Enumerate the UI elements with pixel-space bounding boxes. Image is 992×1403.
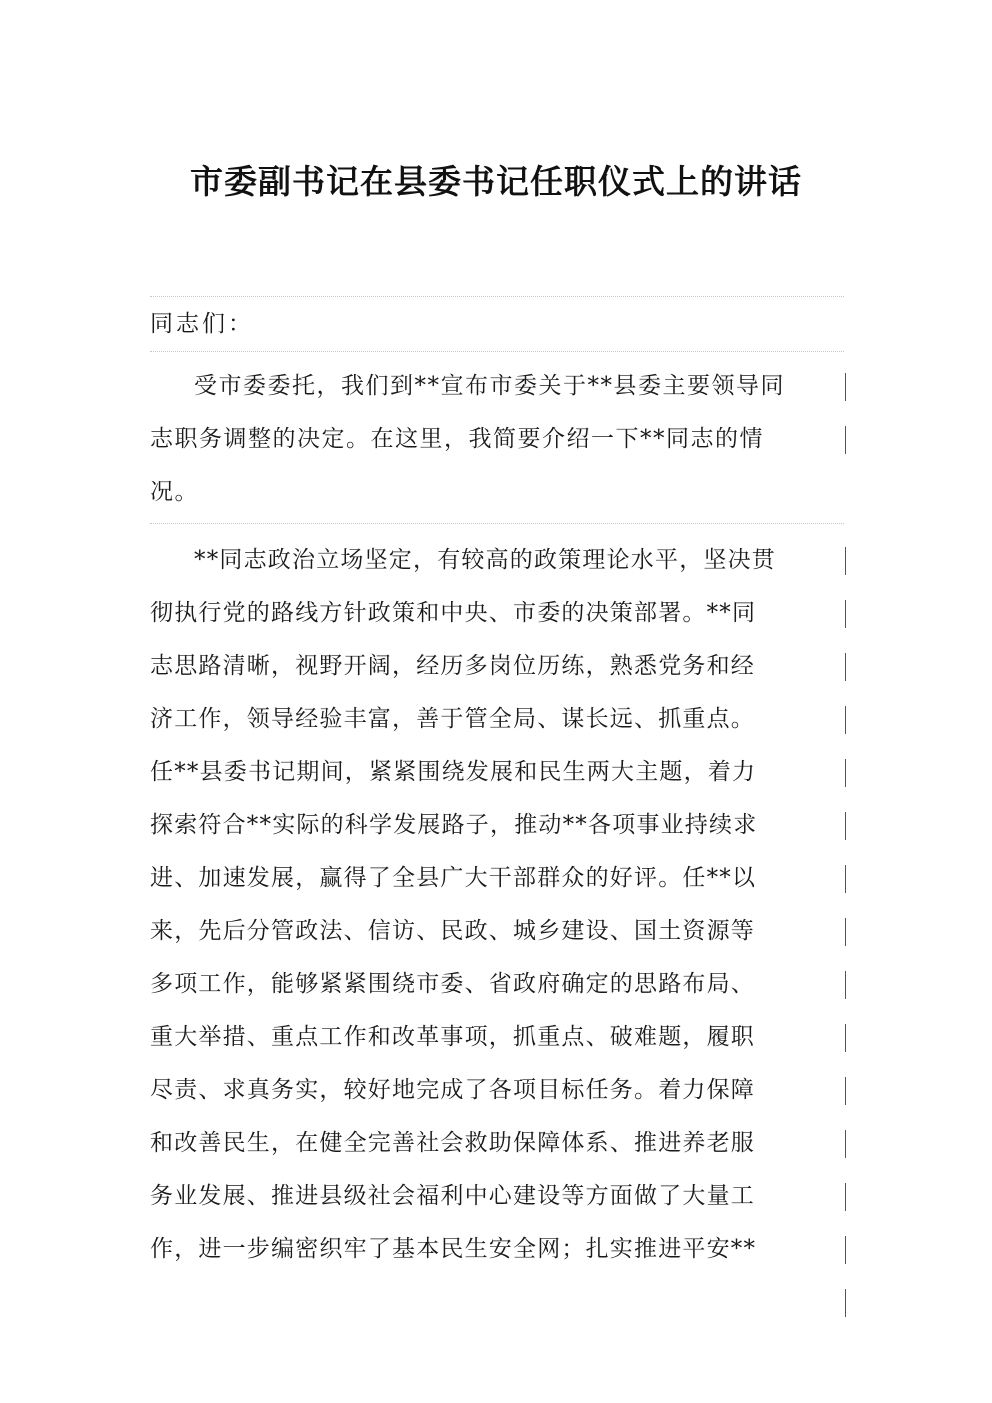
- paragraph-line: **同志政治立场坚定，有较高的政策理论水平，坚决贯: [150, 534, 844, 587]
- paragraph-line: 受市委委托，我们到**宣布市委关于**县委主要领导同: [150, 360, 844, 413]
- paragraph-line: 济工作，领导经验丰富，善于管全局、谋长远、抓重点。: [150, 693, 844, 746]
- paragraph-line: 来，先后分管政法、信访、民政、城乡建设、国土资源等: [150, 905, 844, 958]
- paragraph-line: 探索符合**实际的科学发展路子，推动**各项事业持续求: [150, 799, 844, 852]
- paragraph-line: 多项工作，能够紧紧围绕市委、省政府确定的思路布局、: [150, 958, 844, 1011]
- document-body: [150, 296, 844, 1329]
- paragraph-line: [150, 1276, 844, 1329]
- paragraph-line: 任**县委书记期间，紧紧围绕发展和民生两大主题，着力: [150, 746, 844, 799]
- salutation: 同志们：: [150, 311, 254, 337]
- paragraph-line: 志职务调整的决定。在这里，我简要介绍一下**同志的情: [150, 413, 844, 466]
- paragraph-line: 彻执行党的路线方针政策和中央、市委的决策部署。**同: [150, 587, 844, 640]
- paragraph-line: 进、加速发展，赢得了全县广大干部群众的好评。任**以: [150, 852, 844, 905]
- paragraph-line: 作，进一步编密织牢了基本民生安全网；扎实推进平安**: [150, 1223, 844, 1276]
- paragraph-2: [150, 524, 844, 1329]
- paragraph-line: 况。: [150, 479, 199, 505]
- document-title: 市委副书记在县委书记任职仪式上的讲话: [190, 162, 802, 201]
- paragraph-1: [150, 352, 844, 519]
- paragraph-line: 重大举措、重点工作和改革事项，抓重点、破难题，履职: [150, 1011, 844, 1064]
- paragraph-line: 和改善民生，在健全完善社会救助保障体系、推进养老服: [150, 1117, 844, 1170]
- paragraph-line: 志思路清晰，视野开阔，经历多岗位历练，熟悉党务和经: [150, 640, 844, 693]
- paragraph-line: 尽责、求真务实，较好地完成了各项目标任务。着力保障: [150, 1064, 844, 1117]
- paragraph-line: 务业发展、推进县级社会福利中心建设等方面做了大量工: [150, 1170, 844, 1223]
